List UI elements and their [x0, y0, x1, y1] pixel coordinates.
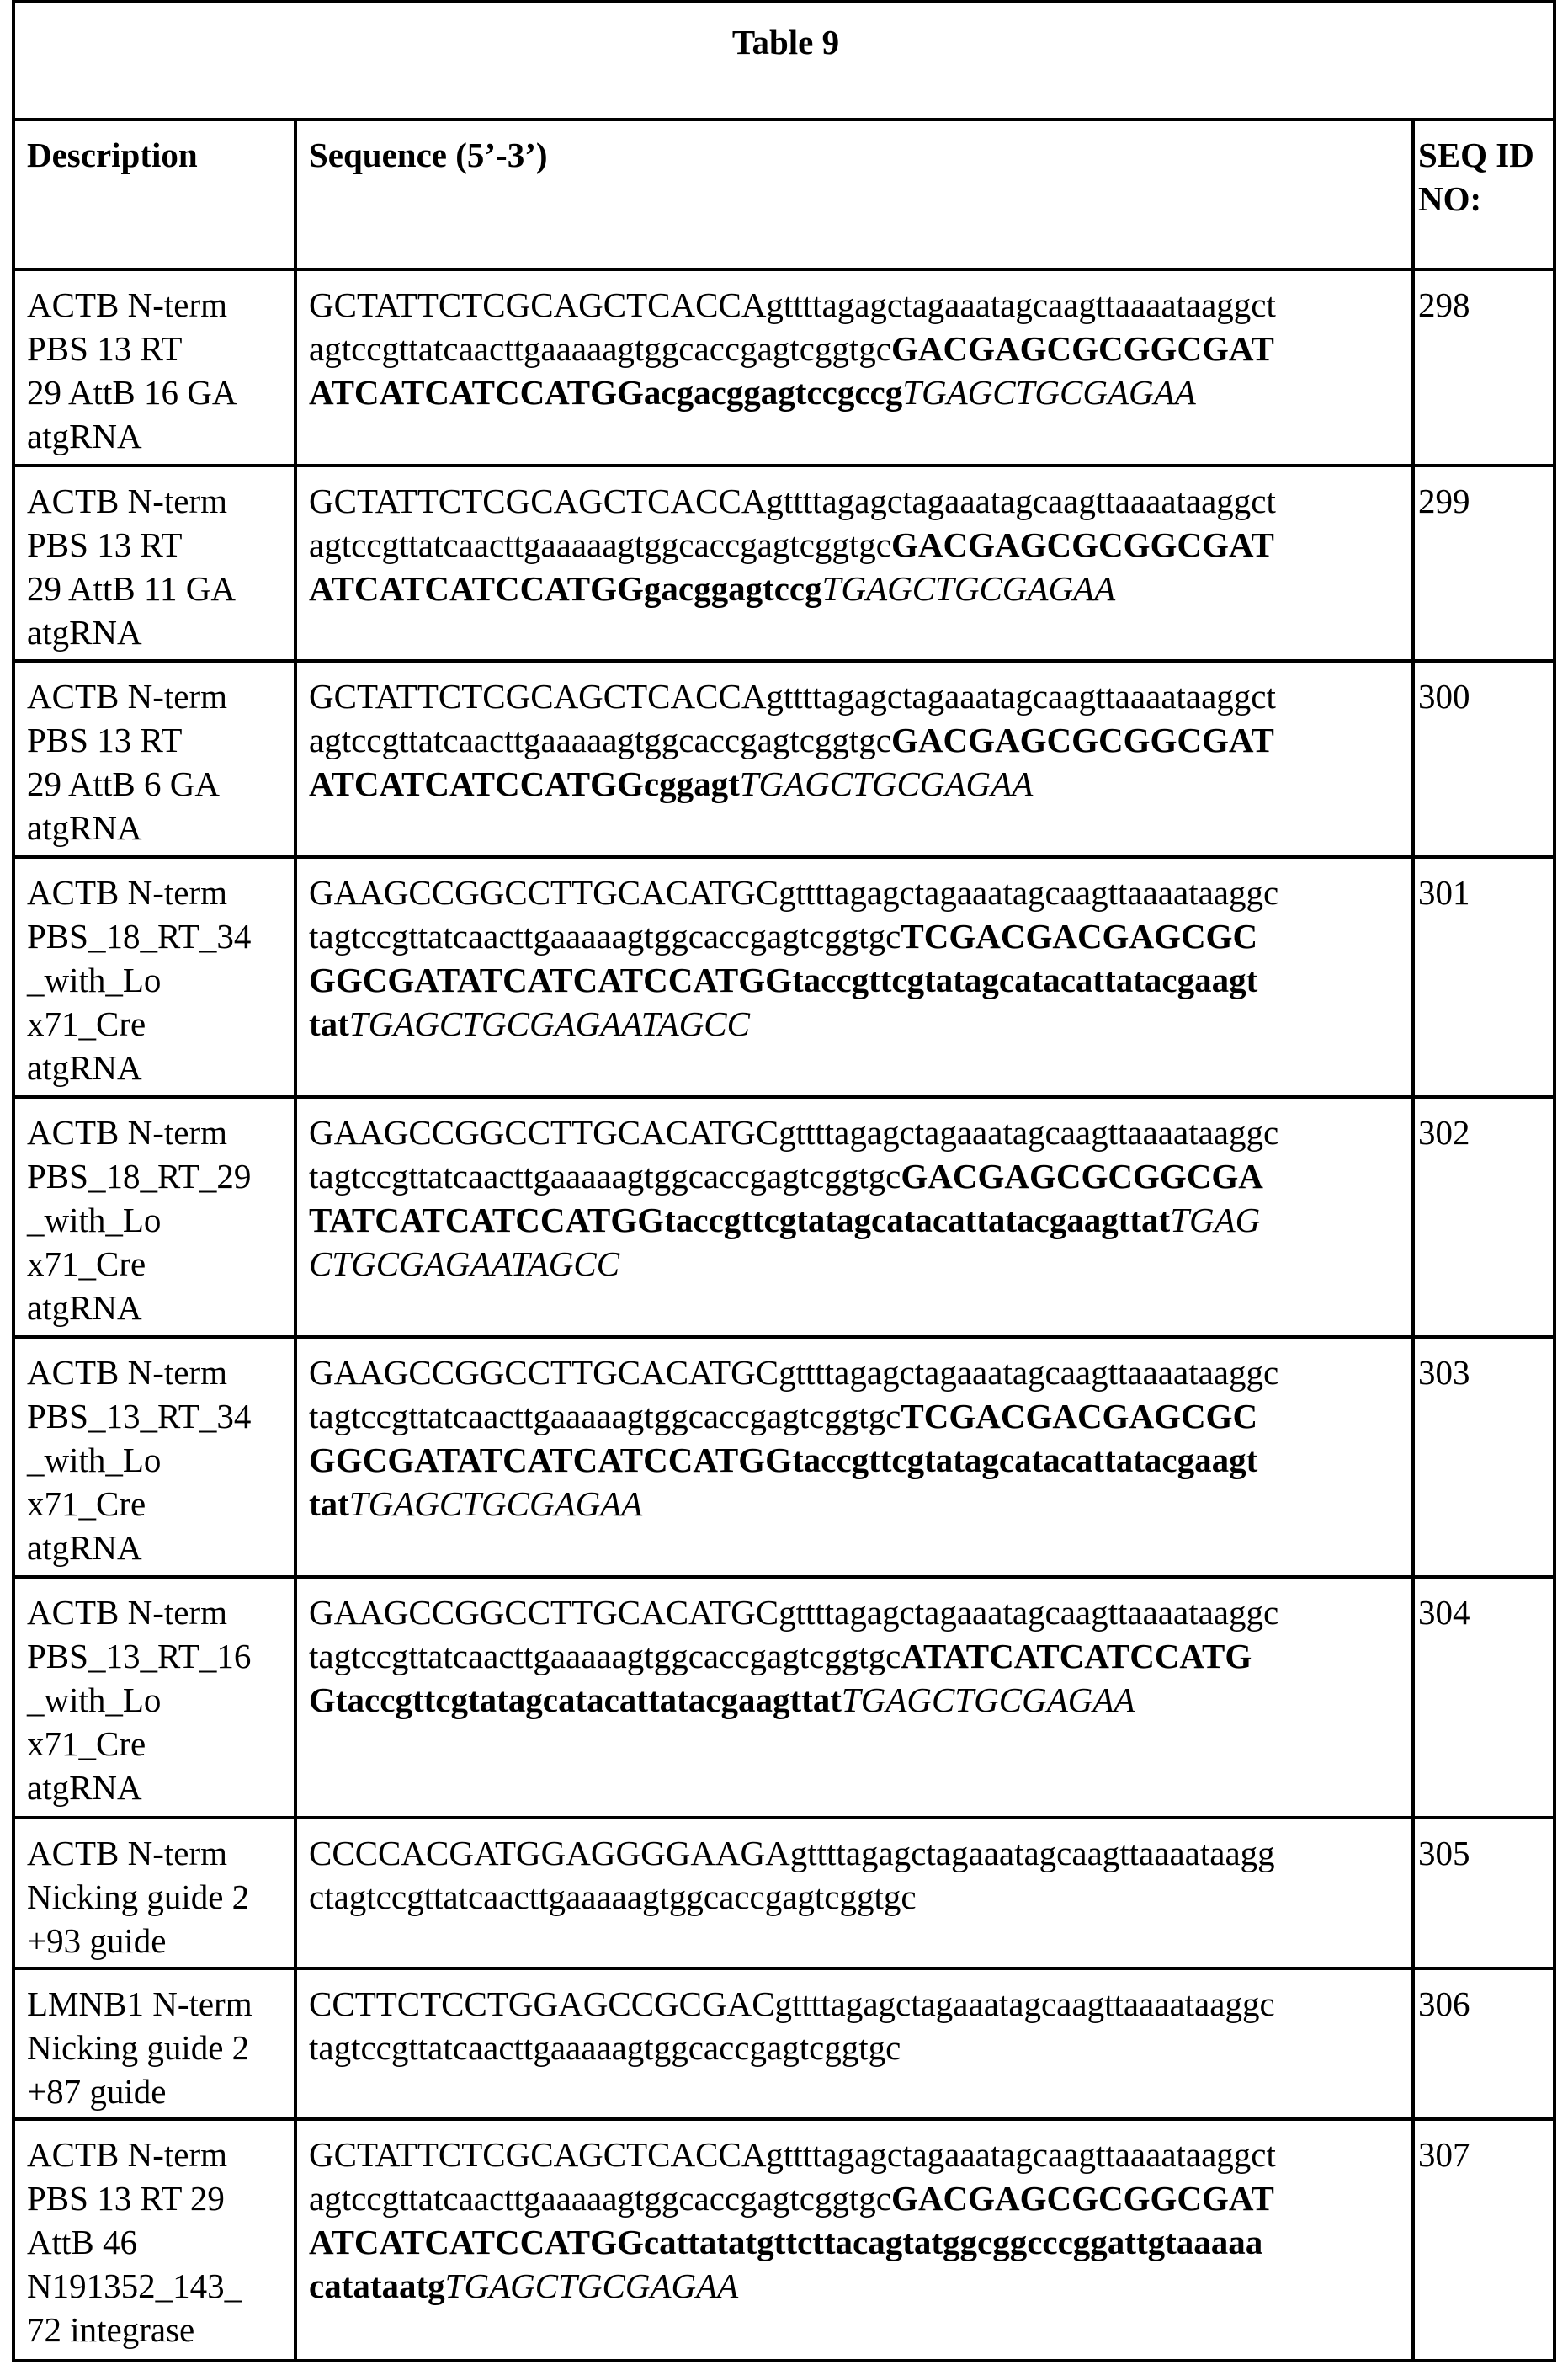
sequence-segment: agtccgttatcaacttgaaaaagtggcaccgagtcggtgc — [309, 525, 891, 564]
sequence-line — [309, 1634, 1403, 1678]
description-line: ACTB N-term — [27, 674, 285, 718]
sequence-segment: GCTATTCTCGCAGCTCACCAgttttagagctagaaatagcaagttaaaataaggct — [309, 285, 1276, 324]
table-row — [13, 269, 1555, 466]
description-cell — [13, 269, 295, 466]
sequence-segment: agtccgttatcaacttgaaaaagtggcaccgagtcggtgc — [309, 721, 891, 759]
description-line: +93 guide — [27, 1919, 285, 1963]
seq-id-cell: 304 — [1413, 1577, 1555, 1818]
table-row — [13, 1577, 1555, 1818]
sequence-cell — [295, 1818, 1413, 1968]
seq-id-cell: 306 — [1413, 1968, 1555, 2119]
sequence-segment: tagtccgttatcaacttgaaaaagtggcaccgagtcggtgc — [309, 917, 901, 956]
description-line: PBS 13 RT — [27, 718, 285, 762]
sequence-bold-segment: TATCATCATCCATGGtaccgttcgtatagcatacattatacgaagttat — [309, 1201, 1170, 1239]
description-line: PBS_13_RT_34 — [27, 1394, 285, 1438]
description-line: ACTB N-term — [27, 479, 285, 523]
table-row — [13, 1097, 1555, 1337]
sequence-italic-segment: TGAGCTGCGAGAA — [445, 2266, 739, 2305]
header-seq-id: SEQ ID NO: — [1413, 120, 1555, 269]
sequence-segment: tagtccgttatcaacttgaaaaagtggcaccgagtcggtgc — [309, 1157, 901, 1196]
sequence-cell — [295, 1337, 1413, 1577]
description-line: LMNB1 N-term — [27, 1982, 285, 2026]
description-line: ACTB N-term — [27, 2133, 285, 2176]
sequence-line — [309, 327, 1403, 370]
description-line: atgRNA — [27, 1526, 285, 1569]
sequence-line — [309, 871, 1403, 914]
sequence-cell — [295, 269, 1413, 466]
sequence-segment: ctagtccgttatcaacttgaaaaagtggcaccgagtcggtgc — [309, 1877, 917, 1916]
sequence-segment: GAAGCCGGCCTTGCACATGCgttttagagctagaaatagcaagttaaaataaggc — [309, 873, 1278, 912]
description-cell — [13, 857, 295, 1097]
sequence-line — [309, 2026, 1403, 2069]
sequence-line — [309, 2133, 1403, 2176]
sequence-segment: GCTATTCTCGCAGCTCACCAgttttagagctagaaatagcaagttaaaataaggct — [309, 677, 1276, 716]
description-cell — [13, 1577, 295, 1818]
sequence-cell — [295, 1577, 1413, 1818]
description-line: ACTB N-term — [27, 871, 285, 914]
seq-id-cell: 307 — [1413, 2119, 1555, 2361]
description-cell — [13, 2119, 295, 2361]
sequence-bold-segment: ATCATCATCCATGGcggagt — [309, 764, 740, 803]
description-cell — [13, 466, 295, 661]
sequence-cell — [295, 857, 1413, 1097]
header-description: Description — [13, 120, 295, 269]
sequence-bold-segment: GACGAGCGCGGCGAT — [891, 721, 1274, 759]
sequence-bold-segment: tat — [309, 1484, 349, 1523]
description-line: ACTB N-term — [27, 1831, 285, 1875]
sequence-segment: CCCCACGATGGAGGGGAAGAgttttagagctagaaatagcaagttaaaataagg — [309, 1834, 1275, 1872]
sequence-line — [309, 567, 1403, 610]
seq-id-cell: 302 — [1413, 1097, 1555, 1337]
sequence-bold-segment: GACGAGCGCGGCGAT — [891, 525, 1274, 564]
table-row — [13, 2119, 1555, 2361]
description-line: 29 AttB 6 GA — [27, 762, 285, 806]
description-cell — [13, 1968, 295, 2119]
seq-id-cell: 298 — [1413, 269, 1555, 466]
description-line: PBS_18_RT_34 — [27, 914, 285, 958]
table-row — [13, 1818, 1555, 1968]
sequence-segment: tagtccgttatcaacttgaaaaagtggcaccgagtcggtgc — [309, 1397, 901, 1435]
sequence-bold-segment: TCGACGACGAGCGC — [901, 917, 1257, 956]
sequence-line — [309, 1678, 1403, 1722]
sequence-line — [309, 1002, 1403, 1046]
sequence-line — [309, 718, 1403, 762]
sequence-line — [309, 1350, 1403, 1394]
table-row — [13, 466, 1555, 661]
sequence-line — [309, 1242, 1403, 1286]
sequence-line — [309, 1154, 1403, 1198]
sequence-italic-segment: TGAG — [1170, 1201, 1260, 1239]
sequence-bold-segment: GACGAGCGCGGCGAT — [891, 329, 1274, 368]
table-header-row — [13, 120, 1555, 269]
description-cell — [13, 1818, 295, 1968]
description-line: atgRNA — [27, 610, 285, 654]
table-row — [13, 857, 1555, 1097]
sequence-line — [309, 1438, 1403, 1482]
sequence-segment: CCTTCTCCTGGAGCCGCGACgttttagagctagaaatagcaagttaaaataaggc — [309, 1984, 1275, 2023]
description-line: N191352_143_ — [27, 2264, 285, 2308]
header-sequence: Sequence (5’-3’) — [295, 120, 1413, 269]
sequence-bold-segment: TCGACGACGAGCGC — [901, 1397, 1257, 1435]
description-line: PBS 13 RT — [27, 523, 285, 567]
sequence-line — [309, 1590, 1403, 1634]
table-title: Table 9 — [13, 2, 1555, 120]
table-row — [13, 1968, 1555, 2119]
sequence-segment: tagtccgttatcaacttgaaaaagtggcaccgagtcggtgc — [309, 2028, 901, 2067]
sequence-bold-segment: Gtaccgttcgtatagcatacattatacgaagttat — [309, 1680, 842, 1719]
sequence-line — [309, 1482, 1403, 1526]
sequence-line — [309, 1394, 1403, 1438]
sequence-segment: GAAGCCGGCCTTGCACATGCgttttagagctagaaatagcaagttaaaataaggc — [309, 1113, 1278, 1152]
description-line: _with_Lo — [27, 958, 285, 1002]
description-line: ACTB N-term — [27, 1590, 285, 1634]
sequence-italic-segment: TGAGCTGCGAGAA — [822, 569, 1116, 608]
description-line: PBS_13_RT_16 — [27, 1634, 285, 1678]
sequence-cell — [295, 1968, 1413, 2119]
sequence-line — [309, 914, 1403, 958]
description-line: PBS_18_RT_29 — [27, 1154, 285, 1198]
sequence-segment: GAAGCCGGCCTTGCACATGCgttttagagctagaaatagcaagttaaaataaggc — [309, 1353, 1278, 1392]
sequence-cell — [295, 1097, 1413, 1337]
sequence-bold-segment: GACGAGCGCGGCGA — [901, 1157, 1263, 1196]
sequence-bold-segment: GGCGATATCATCATCCATGGtaccgttcgtatagcatacattatacgaagt — [309, 961, 1257, 999]
sequence-italic-segment: TGAGCTGCGAGAA — [740, 764, 1034, 803]
table-title-row — [13, 2, 1555, 120]
description-line: PBS 13 RT — [27, 327, 285, 370]
sequence-line — [309, 370, 1403, 414]
sequence-segment: GCTATTCTCGCAGCTCACCAgttttagagctagaaatagcaagttaaaataaggct — [309, 482, 1276, 520]
sequence-line — [309, 2176, 1403, 2220]
sequence-segment: agtccgttatcaacttgaaaaagtggcaccgagtcggtgc — [309, 329, 891, 368]
sequence-line — [309, 1831, 1403, 1875]
description-line: _with_Lo — [27, 1678, 285, 1722]
description-line: x71_Cre — [27, 1722, 285, 1766]
description-line: AttB 46 — [27, 2220, 285, 2264]
seq-id-cell: 299 — [1413, 466, 1555, 661]
sequence-line — [309, 479, 1403, 523]
description-line: _with_Lo — [27, 1198, 285, 1242]
sequence-line — [309, 2264, 1403, 2308]
description-line: 72 integrase — [27, 2308, 285, 2351]
description-line: x71_Cre — [27, 1002, 285, 1046]
sequence-cell — [295, 2119, 1413, 2361]
description-line: atgRNA — [27, 806, 285, 849]
description-line: 29 AttB 11 GA — [27, 567, 285, 610]
sequence-line — [309, 762, 1403, 806]
seq-id-cell: 305 — [1413, 1818, 1555, 1968]
sequence-bold-segment: ATCATCATCCATGGgacggagtccg — [309, 569, 822, 608]
sequence-bold-segment: ATATCATCATCCATG — [901, 1637, 1252, 1675]
sequence-bold-segment: catataatg — [309, 2266, 445, 2305]
sequence-cell — [295, 466, 1413, 661]
sequence-line — [309, 2220, 1403, 2264]
seq-id-cell: 301 — [1413, 857, 1555, 1097]
sequence-line — [309, 283, 1403, 327]
sequence-italic-segment: TGAGCTGCGAGAA — [842, 1680, 1135, 1719]
description-line: atgRNA — [27, 414, 285, 458]
description-line: atgRNA — [27, 1046, 285, 1089]
sequence-italic-segment: CTGCGAGAATAGCC — [309, 1244, 619, 1283]
description-line: ACTB N-term — [27, 1350, 285, 1394]
seq-id-cell: 300 — [1413, 661, 1555, 857]
sequence-line — [309, 1875, 1403, 1919]
description-cell — [13, 1337, 295, 1577]
sequence-segment: agtccgttatcaacttgaaaaagtggcaccgagtcggtgc — [309, 2179, 891, 2218]
description-line: ACTB N-term — [27, 283, 285, 327]
description-line: ACTB N-term — [27, 1110, 285, 1154]
sequence-line — [309, 1982, 1403, 2026]
description-line: x71_Cre — [27, 1242, 285, 1286]
description-line: atgRNA — [27, 1286, 285, 1329]
table-row — [13, 1337, 1555, 1577]
description-line: PBS 13 RT 29 — [27, 2176, 285, 2220]
description-line: 29 AttB 16 GA — [27, 370, 285, 414]
description-line: atgRNA — [27, 1766, 285, 1809]
sequence-segment: tagtccgttatcaacttgaaaaagtggcaccgagtcggtgc — [309, 1637, 901, 1675]
table-row — [13, 661, 1555, 857]
sequence-cell — [295, 661, 1413, 857]
sequence-bold-segment: GACGAGCGCGGCGAT — [891, 2179, 1274, 2218]
sequence-bold-segment: ATCATCATCCATGGacgacggagtccgccg — [309, 373, 902, 412]
description-line: Nicking guide 2 — [27, 1875, 285, 1919]
description-line: +87 guide — [27, 2069, 285, 2113]
sequence-table — [12, 0, 1556, 2362]
description-line: _with_Lo — [27, 1438, 285, 1482]
sequence-italic-segment: TGAGCTGCGAGAA — [902, 373, 1196, 412]
seq-id-cell: 303 — [1413, 1337, 1555, 1577]
sequence-segment: GAAGCCGGCCTTGCACATGCgttttagagctagaaatagcaagttaaaataaggc — [309, 1593, 1278, 1632]
description-cell — [13, 1097, 295, 1337]
sequence-segment: GCTATTCTCGCAGCTCACCAgttttagagctagaaatagcaagttaaaataaggct — [309, 2135, 1276, 2174]
sequence-line — [309, 958, 1403, 1002]
description-line: Nicking guide 2 — [27, 2026, 285, 2069]
description-line: x71_Cre — [27, 1482, 285, 1526]
sequence-bold-segment: GGCGATATCATCATCCATGGtaccgttcgtatagcatacattatacgaagt — [309, 1441, 1257, 1479]
sequence-italic-segment: TGAGCTGCGAGAA — [349, 1484, 643, 1523]
sequence-line — [309, 674, 1403, 718]
sequence-bold-segment: ATCATCATCCATGGcattatatgttcttacagtatggcggcccggattgtaaaaa — [309, 2223, 1262, 2261]
sequence-line — [309, 1198, 1403, 1242]
sequence-italic-segment: TGAGCTGCGAGAATAGCC — [349, 1004, 750, 1043]
sequence-line — [309, 1110, 1403, 1154]
sequence-line — [309, 523, 1403, 567]
sequence-bold-segment: tat — [309, 1004, 349, 1043]
description-cell — [13, 661, 295, 857]
